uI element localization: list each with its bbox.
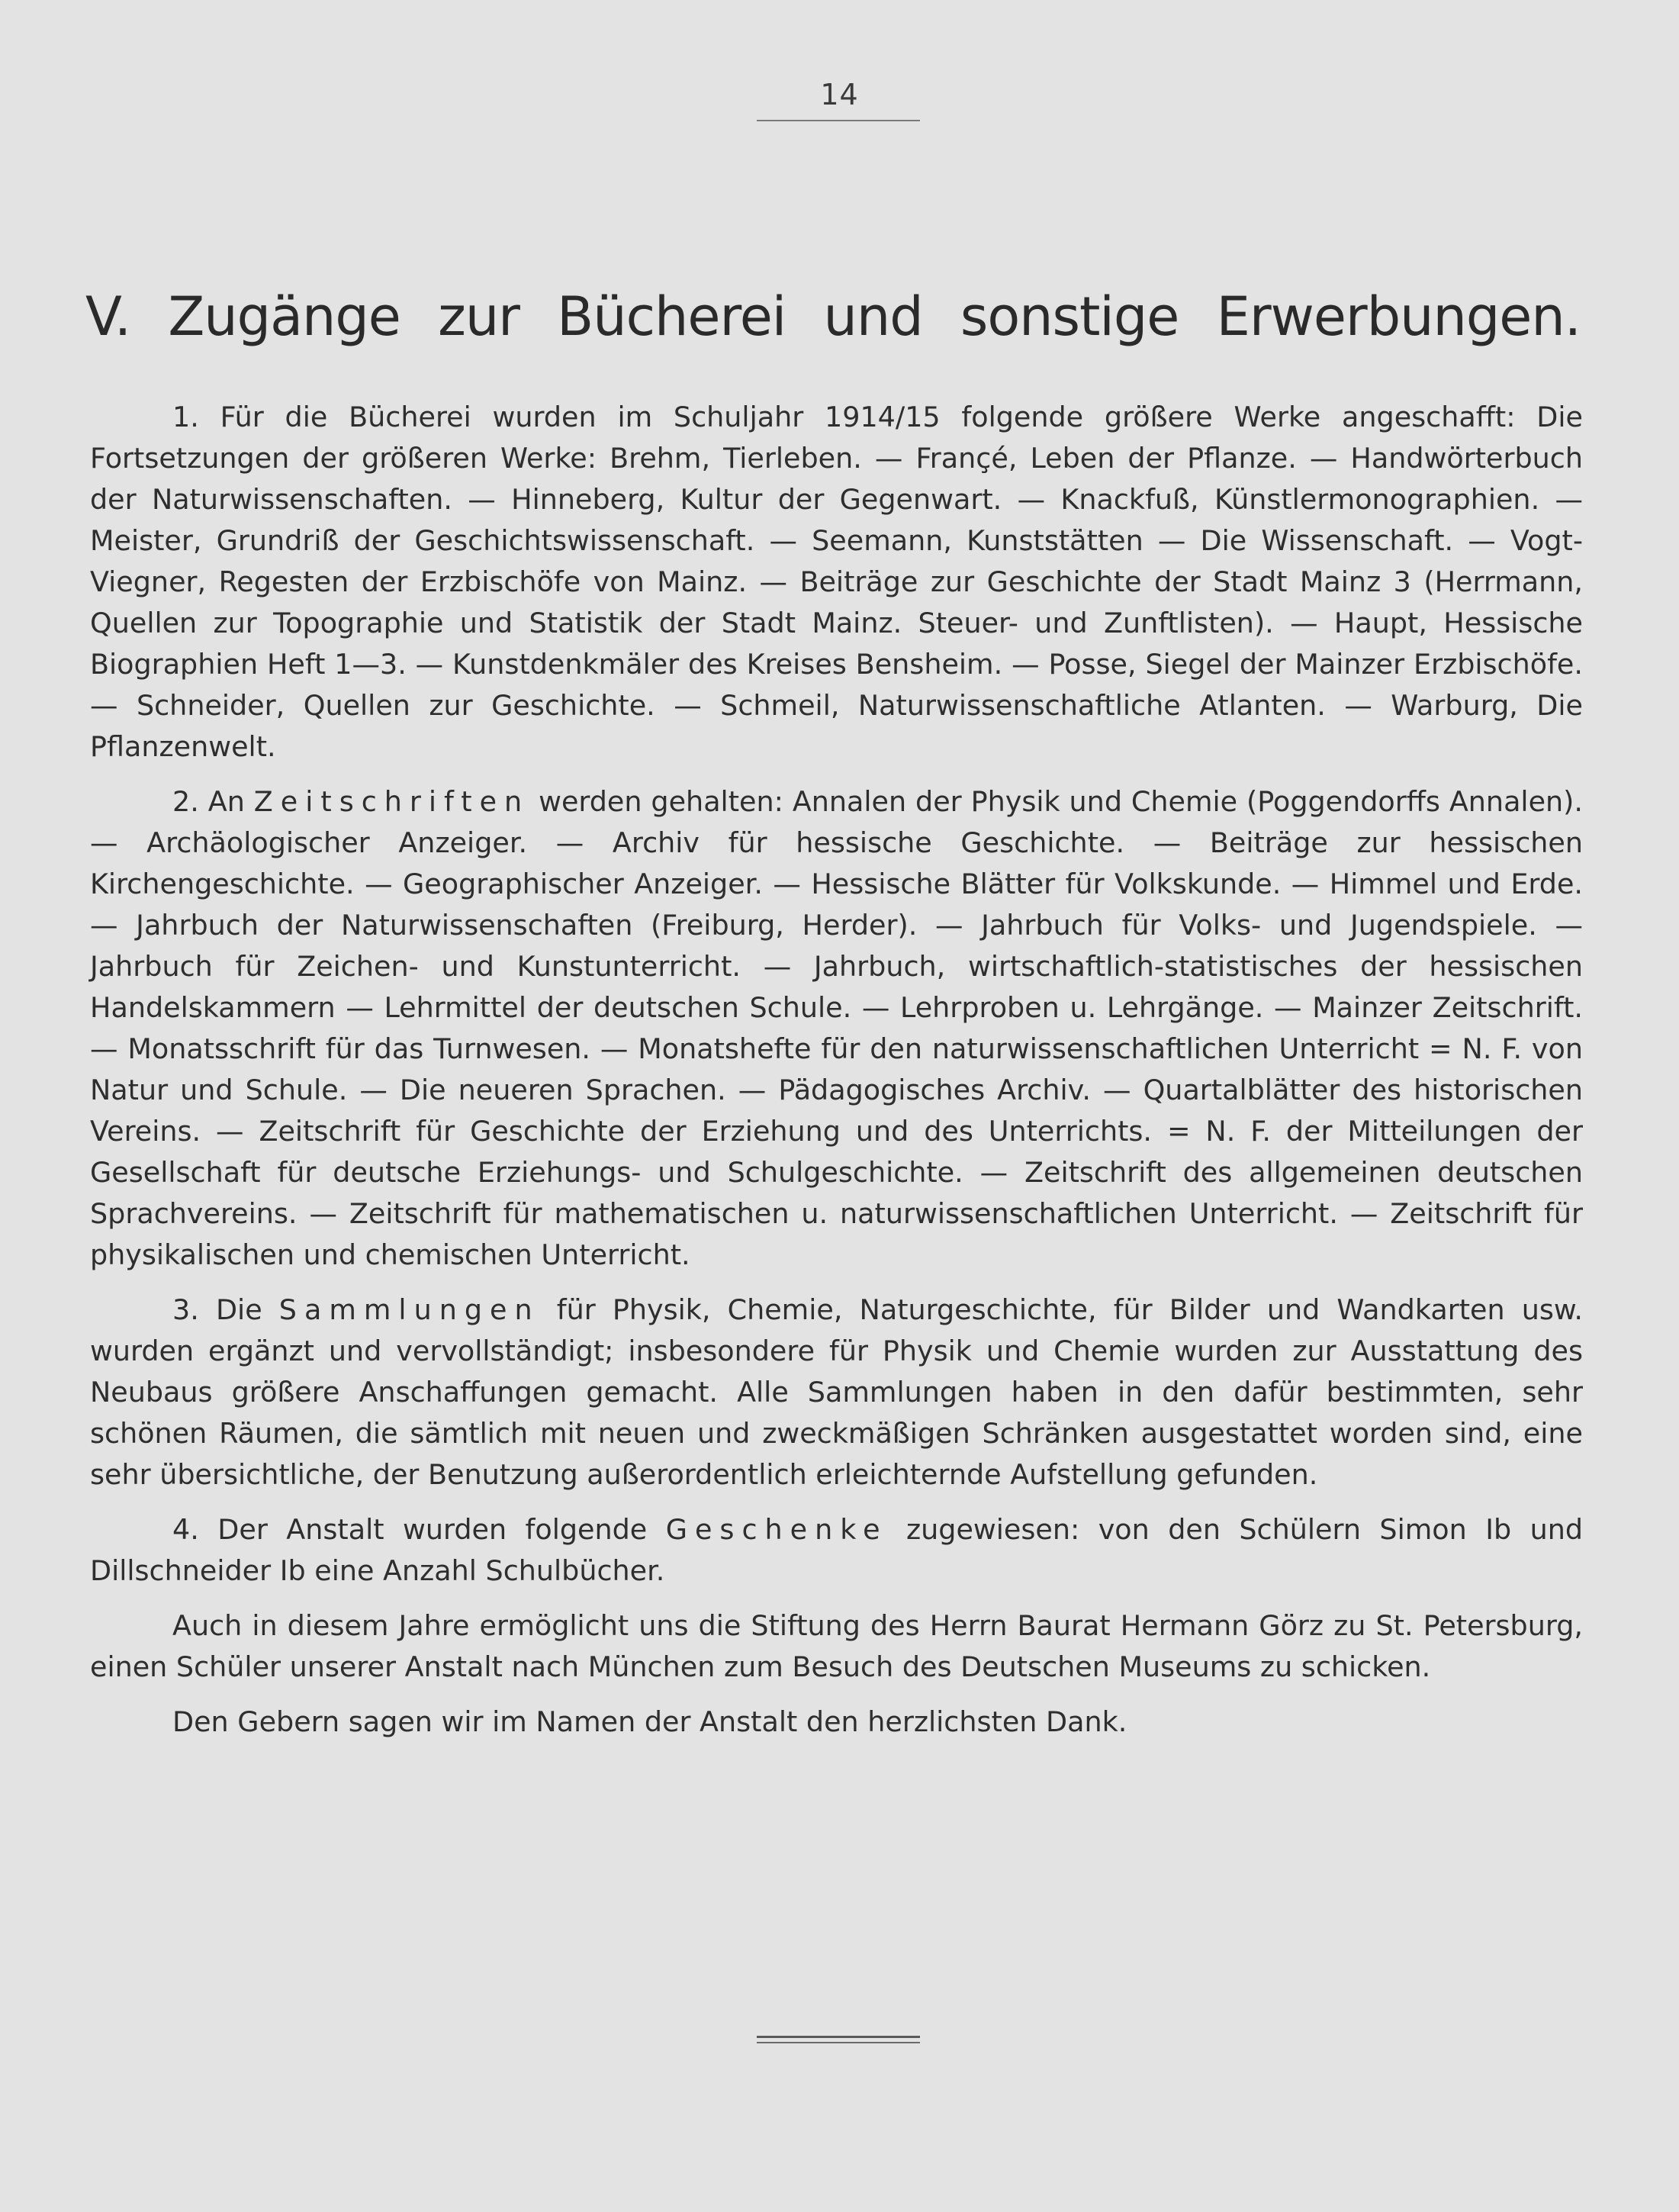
paragraph-text: für Physik, Chemie, Naturgeschichte, für Bilder und Wandkarten usw. wurden ergänzt und vervollständigt; insbesondere für Physik und Chemie wurden zur Ausstattung des Neubaus größere Anschaffungen gemacht. Alle Sammlungen haben in den dafür bestimmten, sehr schönen Räumen, die sämtlich mit neuen und zweckmäßigen Schränken ausgestattet worden sind, eine sehr übersichtliche, der Benutzung außerordentlich erleichternde Aufstellung gefunden. [90, 1293, 1583, 1491]
paragraph-text: Für die Bücherei wurden im Schuljahr 1914/15 folgende größere Werke angeschafft: Die Fortsetzungen der größeren Werke: Brehm, Tierleben. — Françé, Leben der Pflanze. — Handwörterbuch der Naturwissenschaften. — Hinneberg, Kultur der Gegenwart. — Knackfuß, Künstlermonographien. — Meister, Grundriß der Geschichtswissenschaft. — Seemann, Kunststätten — Die Wissenschaft. — Vogt-Viegner, Regesten der Erzbischöfe von Mainz. — Beiträge zur Geschichte der Stadt Mainz 3 (Herrmann, Quellen zur Topographie und Statistik der Stadt Mainz. Steuer- und Zunftlisten). — Haupt, Hessische Biographien Heft 1—3. — Kunstdenkmäler des Kreises Bensheim. — Posse, Siegel der Mainzer Erzbischöfe. — Schneider, Quellen zur Geschichte. — Schmeil, Naturwissenschaftliche Atlanten. — Warburg, Die Pflanzenwelt. [90, 401, 1583, 763]
closing-rule-line [757, 2042, 920, 2043]
spaced-keyword: Sammlungen [278, 1293, 540, 1326]
spaced-keyword: Geschenke [665, 1513, 888, 1546]
page-number-rule [757, 120, 920, 121]
paragraph-number: 2. [172, 785, 199, 818]
closing-rule-line [757, 2036, 920, 2038]
spaced-keyword: Zeitschriften [253, 785, 530, 818]
page-number: 14 [820, 78, 859, 111]
paragraph-text: werden gehalten: Annalen der Physik und Chemie (Poggendorffs Annalen). — Archäologischer Anzeiger. — Archiv für hessische Geschichte. — Beiträge zur hessischen Kirchengeschichte. — Geographischer Anzeiger. — Hessische Blätter für Volkskunde. — Himmel und Erde. — Jahrbuch der Naturwissenschaften (Freiburg, Herder). — Jahrbuch für Volks- und Jugendspiele. — Jahrbuch für Zeichen- und Kunstunterricht. — Jahrbuch, wirtschaftlich-statistisches der hessischen Handelskammern — Lehrmittel der deutschen Schule. — Lehrproben u. Lehrgänge. — Mainzer Zeitschrift. — Monatsschrift für das Turnwesen. — Monatshefte für den naturwissenschaftlichen Unterricht = N. F. von Natur und Schule. — Die neueren Sprachen. — Pädagogisches Archiv. — Quartalblätter des historischen Vereins. — Zeitschrift für Geschichte der Erziehung und des Unterrichts. = N. F. der Mitteilungen der Gesellschaft für deutsche Erziehungs- und Schulgeschichte. — Zeitschrift des allgemeinen deutschen Sprachvereins. — Zeitschrift für mathematischen u. naturwissenschaftlichen Unterricht. — Zeitschrift für physikalischen und chemischen Unterricht. [90, 785, 1584, 1271]
paragraph-4 [90, 1509, 1583, 1592]
paragraph-number: 4. [172, 1513, 199, 1546]
paragraph-number: 3. [172, 1293, 199, 1326]
paragraph-text: zugewiesen: von den Schülern Simon Ib und Dillschneider Ib eine Anzahl Schulbücher. [90, 1513, 1584, 1587]
body-text [90, 397, 1583, 1756]
paragraph-6 [90, 1702, 1583, 1743]
closing-double-rule [757, 2036, 920, 2047]
paragraph-text: Die [215, 1293, 262, 1326]
paragraph-3 [90, 1290, 1583, 1496]
paragraph-text: Auch in diesem Jahre ermöglicht uns die Stiftung des Herrn Baurat Hermann Görz zu St. Petersburg, einen Schüler unserer Anstalt nach München zum Besuch des Deutschen Museums zu schicken. [90, 1609, 1583, 1683]
paragraph-5 [90, 1605, 1583, 1688]
paragraph-text: Den Gebern sagen wir im Namen der Anstalt den herzlichsten Dank. [172, 1705, 1127, 1738]
paragraph-number: 1. [172, 401, 199, 433]
paragraph-text: An [207, 785, 245, 818]
paragraph-text: Der Anstalt wurden folgende [217, 1513, 648, 1546]
section-heading: V. Zugänge zur Bücherei und sonstige Erwerbungen. [85, 285, 1581, 348]
paragraph-2 [90, 781, 1583, 1276]
paragraph-1 [90, 397, 1583, 768]
